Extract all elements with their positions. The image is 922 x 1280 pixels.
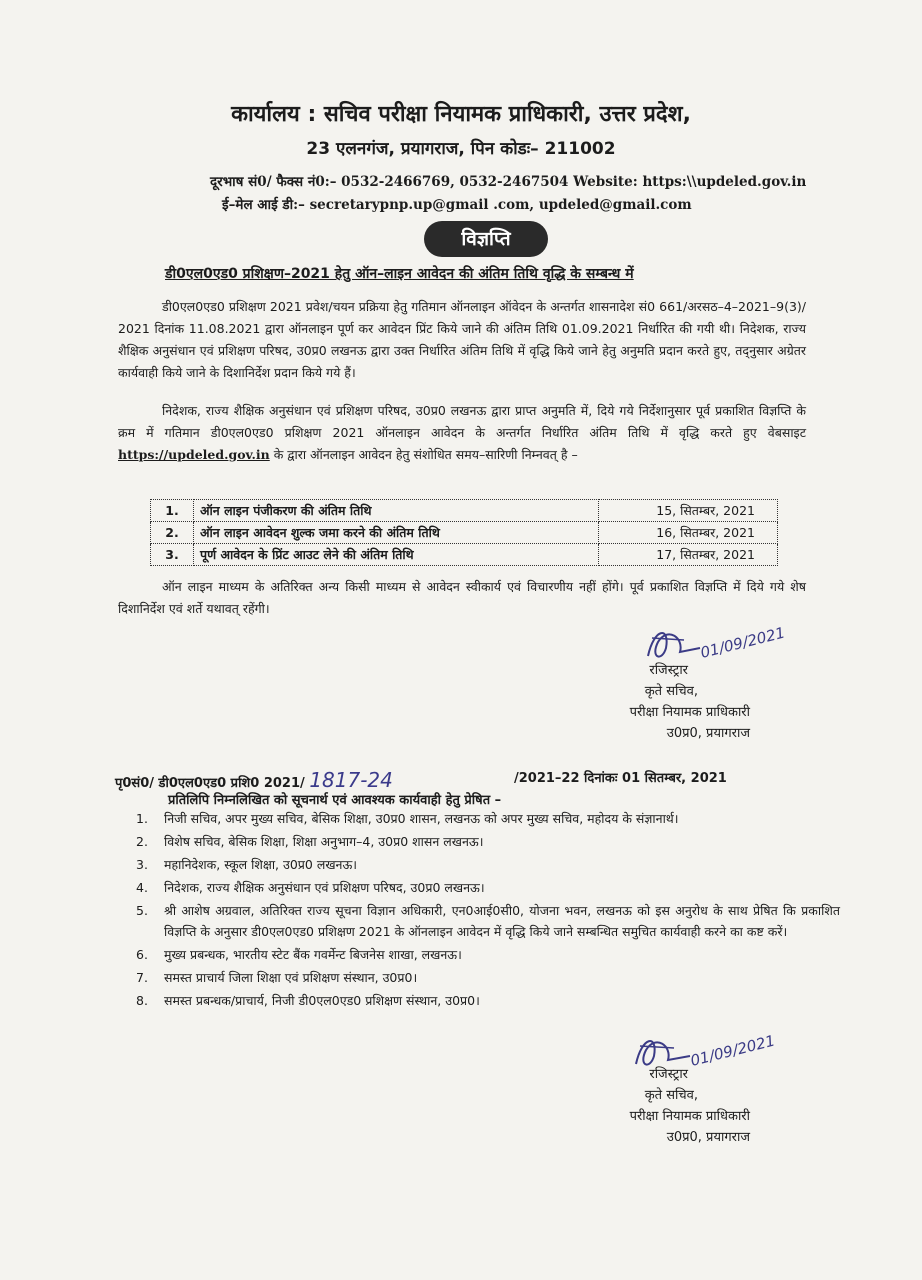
list-item bbox=[128, 967, 840, 988]
list-text: महानिदेशक, स्कूल शिक्षा, उ0प्र0 लखनऊ। bbox=[164, 857, 358, 872]
list-text: समस्त प्रबन्धक/प्राचार्य, निजी डी0एल0एड0 प्रशिक्षण संस्थान, उ0प्र0। bbox=[164, 993, 480, 1008]
paragraph-2-text-b: के द्वारा ऑनलाइन आवेदन हेतु संशोधित समय–सारिणी निम्नवत् है – bbox=[273, 447, 578, 462]
schedule-activity: पूर्ण आवेदन के प्रिंट आउट लेने की अंतिम तिथि bbox=[194, 544, 599, 566]
schedule-date: 16, सितम्बर, 2021 bbox=[599, 522, 778, 544]
table-row bbox=[151, 544, 778, 566]
list-text: निजी सचिव, अपर मुख्य सचिव, बेसिक शिक्षा, उ0प्र0 शासन, लखनऊ को अपर मुख्य सचिव, महोदय के संज्ञानार्थ। bbox=[164, 811, 679, 826]
schedule-num: 1. bbox=[151, 500, 194, 522]
list-number: 7. bbox=[136, 970, 148, 985]
list-item bbox=[128, 944, 840, 965]
authority-label: परीक्षा नियामक प्राधिकारी bbox=[629, 1109, 750, 1124]
notice-subject: डी0एल0एड0 प्रशिक्षण–2021 हेतु ऑन–लाइन आवेदन की अंतिम तिथि वृद्धि के सम्बन्ध में bbox=[165, 266, 634, 282]
copy-heading: प्रतिलिपि निम्नलिखित को सूचनार्थ एवं आवश्यक कार्यवाही हेतु प्रेषित – bbox=[168, 793, 502, 808]
list-item bbox=[128, 900, 840, 942]
handwritten-reference-number: 1817-24 bbox=[309, 768, 393, 792]
paragraph-2-text-a: निदेशक, राज्य शैक्षिक अनुसंधान एवं प्रशिक्षण परिषद, उ0प्र0 लखनऊ द्वारा प्राप्त अनुमति में, दिये गये निर्देशानुसार पूर्व प्रकाशित विज्ञप्ति के क्रम में गतिमान डी0एल0एड0 प्रशिक्षण 2021 ऑनलाइन आवेदन के अन्तर्गत निर्धारित अंतिम तिथि में वृद्धि करते हुए वेबसाइट bbox=[118, 403, 806, 440]
list-item bbox=[128, 808, 840, 829]
list-number: 3. bbox=[136, 857, 148, 872]
signature-block-2 bbox=[560, 1064, 750, 1148]
schedule-activity: ऑन लाइन पंजीकरण की अंतिम तिथि bbox=[194, 500, 599, 522]
list-number: 1. bbox=[136, 811, 148, 826]
schedule-date: 17, सितम्बर, 2021 bbox=[599, 544, 778, 566]
registrar-label: रजिस्ट्रार bbox=[649, 1067, 688, 1082]
list-number: 2. bbox=[136, 834, 148, 849]
list-text: समस्त प्राचार्य जिला शिक्षा एवं प्रशिक्षण संस्थान, उ0प्र0। bbox=[164, 970, 418, 985]
list-text: विशेष सचिव, बेसिक शिक्षा, शिक्षा अनुभाग–4, उ0प्र0 शासन लखनऊ। bbox=[164, 834, 484, 849]
registrar-label: रजिस्ट्रार bbox=[649, 663, 688, 678]
schedule-activity: ऑन लाइन आवेदन शुल्क जमा करने की अंतिम तिथि bbox=[194, 522, 599, 544]
list-item bbox=[128, 990, 840, 1011]
list-number: 6. bbox=[136, 947, 148, 962]
schedule-table bbox=[150, 499, 778, 566]
table-row bbox=[151, 522, 778, 544]
list-text: श्री आशेष अग्रवाल, अतिरिक्त राज्य सूचना विज्ञान अधिकारी, एन0आई0सी0, योजना भवन, लखनऊ को इस अनुरोध के साथ प्रेषित कि प्रकाशित विज्ञप्ति के अनुसार डी0एल0एड0 प्रशिक्षण 2021 के ऑनलाइन आवेदन में वृद्धि किये जाने सम्बन्धित समुचित कार्यवाही करने का कष्ट करें। bbox=[164, 903, 840, 939]
on-behalf-label: कृते सचिव, bbox=[644, 1088, 698, 1103]
list-number: 8. bbox=[136, 993, 148, 1008]
location-label: उ0प्र0, प्रयागराज bbox=[666, 726, 750, 741]
reference-number bbox=[115, 768, 393, 792]
signature-block-1 bbox=[560, 660, 750, 744]
signature-date-1: 01/09/2021 bbox=[698, 623, 787, 662]
list-number: 4. bbox=[136, 880, 148, 895]
schedule-num: 2. bbox=[151, 522, 194, 544]
office-address: 23 एलनगंज, प्रयागराज, पिन कोडः– 211002 bbox=[306, 139, 616, 159]
list-item bbox=[128, 854, 840, 875]
table-row bbox=[151, 500, 778, 522]
schedule-date: 15, सितम्बर, 2021 bbox=[599, 500, 778, 522]
website-link[interactable]: https://updeled.gov.in bbox=[118, 447, 270, 462]
paragraph-1: डी0एल0एड0 प्रशिक्षण 2021 प्रवेश/चयन प्रक्रिया हेतु गतिमान ऑनलाइन ऑवेदन के अन्तर्गत शासनादेश सं0 661/अरसठ–4–2021–9(3)/ 2021 दिनांक 11.08.2021 द्वारा ऑनलाइन पूर्ण कर आवेदन प्रिंट किये जाने की अंतिम तिथि 01.09.2021 निर्धारित की गयी थी। निदेशक, राज्य शैक्षिक अनुसंधान एवं प्रशिक्षण परिषद, उ0प्र0 लखनऊ द्वारा उक्त निर्धारित अंतिम तिथि में वृद्धि किये जाने हेतु अनुमति प्रदान करते हुए, तद्नुसार अग्रेतर कार्यवाही किये जाने के दिशानिर्देश प्रदान किये गये हैं। bbox=[118, 299, 806, 380]
location-label: उ0प्र0, प्रयागराज bbox=[666, 1130, 750, 1145]
on-behalf-label: कृते सचिव, bbox=[644, 684, 698, 699]
office-title: कार्यालय : सचिव परीक्षा नियामक प्राधिकारी, उत्तर प्रदेश, bbox=[231, 102, 691, 127]
contact-line-email: ई–मेल आई डी:– secretarypnp.up@gmail .com, updeled@gmail.com bbox=[222, 197, 692, 213]
authority-label: परीक्षा नियामक प्राधिकारी bbox=[629, 705, 750, 720]
list-number: 5. bbox=[136, 903, 148, 918]
notice-badge: विज्ञप्ति bbox=[424, 221, 548, 257]
list-text: मुख्य प्रबन्धक, भारतीय स्टेट बैंक गवर्मेन्ट बिजनेस शाखा, लखनऊ। bbox=[164, 947, 462, 962]
copy-recipients-list bbox=[128, 808, 840, 1013]
list-item bbox=[128, 831, 840, 852]
list-item bbox=[128, 877, 840, 898]
signature-date-2: 01/09/2021 bbox=[688, 1031, 777, 1070]
list-text: निदेशक, राज्य शैक्षिक अनुसंधान एवं प्रशिक्षण परिषद, उ0प्र0 लखनऊ। bbox=[164, 880, 485, 895]
contact-line-phone-website: दूरभाष सं0/ फैक्स नं0:– 0532-2466769, 0532-2467504 Website: https:\\updeled.gov.in bbox=[210, 174, 807, 190]
paragraph-3: ऑन लाइन माध्यम के अतिरिक्त अन्य किसी माध्यम से आवेदन स्वीकार्य एवं विचारणीय नहीं होंगे। पूर्व प्रकाशित विज्ञप्ति में दिये गये शेष दिशानिर्देश एवं शर्ते यथावत् रहेंगी। bbox=[118, 579, 806, 616]
reference-date: /2021–22 दिनांकः 01 सितम्बर, 2021 bbox=[514, 771, 727, 786]
schedule-num: 3. bbox=[151, 544, 194, 566]
reference-prefix: पृ0सं0/ डी0एल0एड0 प्रशि0 2021/ bbox=[115, 776, 305, 791]
paragraph-2 bbox=[118, 400, 806, 466]
